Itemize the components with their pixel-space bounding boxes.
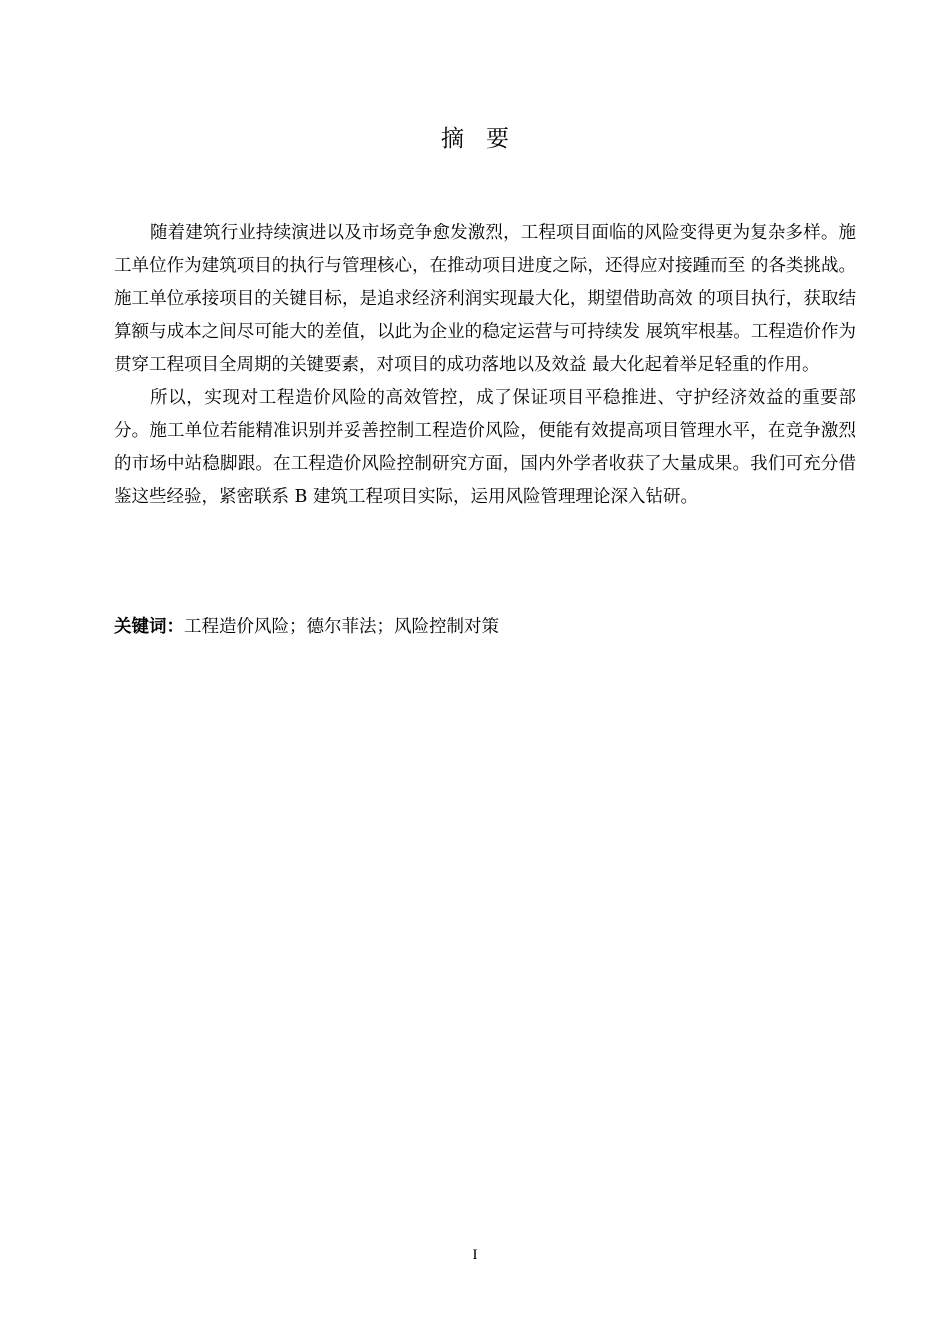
abstract-body <box>114 217 856 514</box>
abstract-paragraph-1: 随着建筑行业持续演进以及市场竞争愈发激烈，工程项目面临的风险变得更为复杂多样。施工单位作为建筑项目的执行与管理核心，在推动项目进度之际，还得应对接踵而至 的各类挑战。施工单位承接项目的关键目标，是追求经济利润实现最大化，期望借助高效 的项目执行，获取结算额与成本之间尽可能大的差值，以此为企业的稳定运营与可持续发 展筑牢根基。工程造价作为贯穿工程项目全周期的关键要素，对项目的成功落地以及效益 最大化起着举足轻重的作用。 <box>114 223 856 375</box>
keywords-label: 关键词： <box>114 617 184 637</box>
abstract-paragraph-2: 所以，实现对工程造价风险的高效管控，成了保证项目平稳推进、守护经济效益的重要部分。施工单位若能精准识别并妥善控制工程造价风险，便能有效提高项目管理水平，在竞争激烈的市场中站稳脚跟。在工程造价风险控制研究方面，国内外学者收获了大量成果。我们可充分借鉴这些经验，紧密联系 B 建筑工程项目实际，运用风险管理理论深入钻研。 <box>114 388 856 507</box>
page-number: I <box>472 1247 478 1263</box>
abstract-title: 摘要 <box>441 126 531 152</box>
keywords-line <box>114 612 856 642</box>
keywords-list: 工程造价风险；德尔菲法；风险控制对策 <box>184 617 499 637</box>
